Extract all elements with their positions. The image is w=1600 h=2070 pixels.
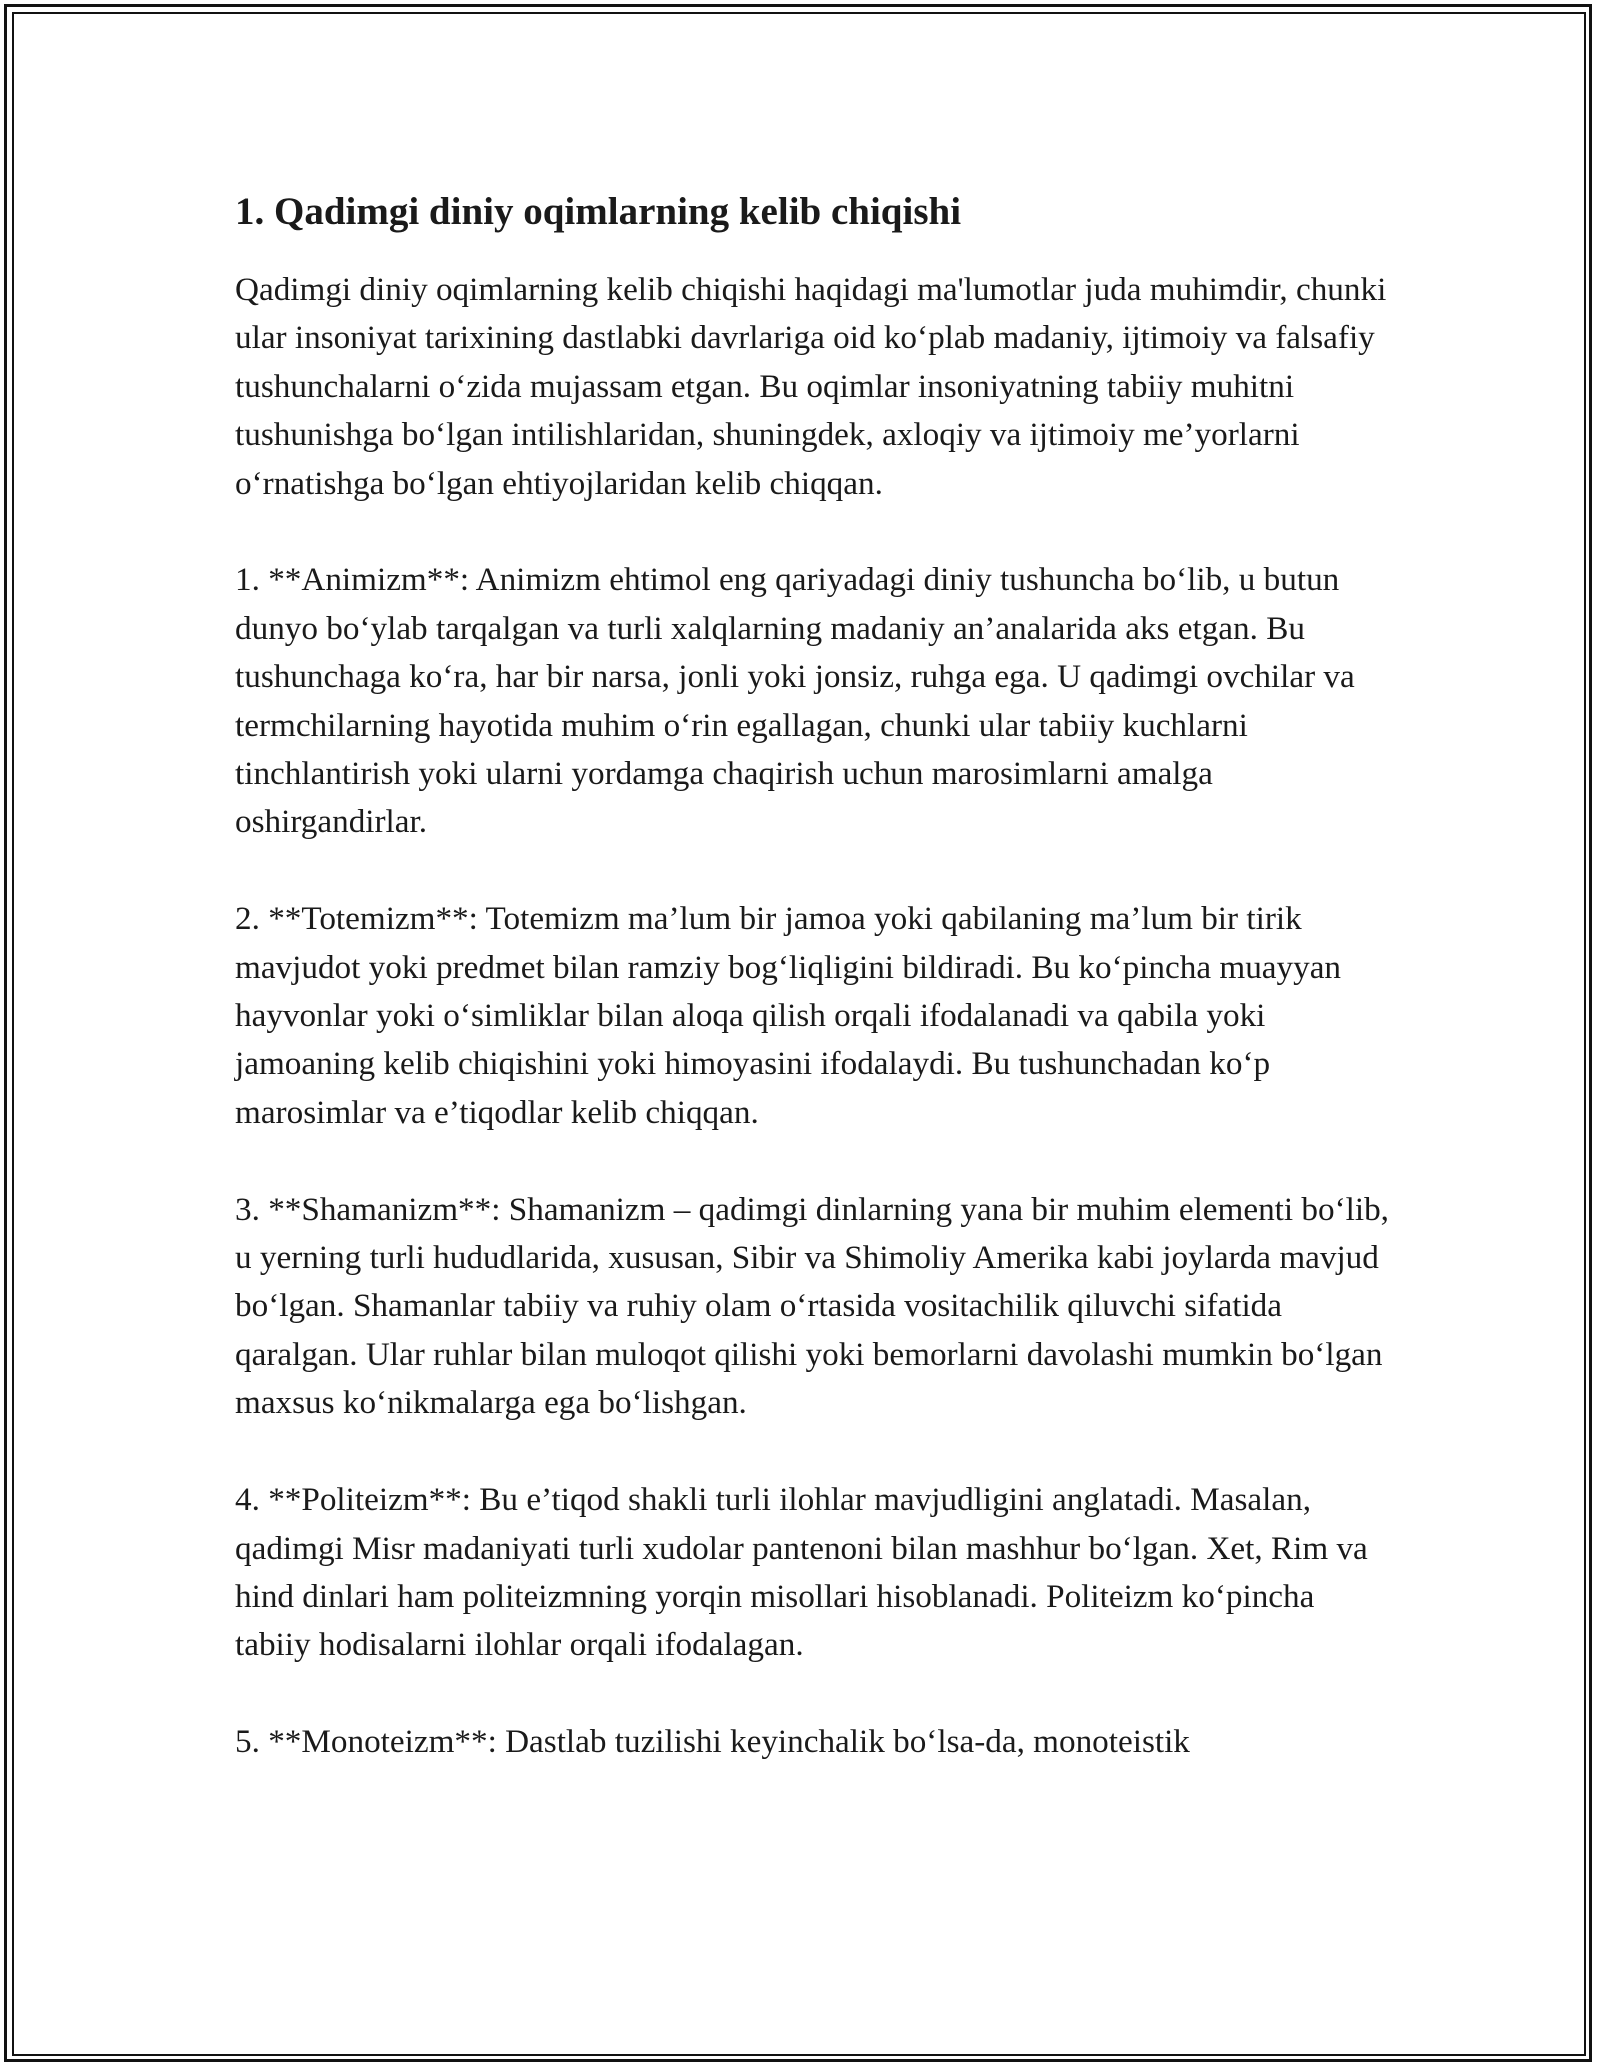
section-heading: 1. Qadimgi diniy oqimlarning kelib chiqishi bbox=[235, 190, 962, 233]
intro-paragraph: Qadimgi diniy oqimlarning kelib chiqishi haqidagi ma'lumotlar juda muhimdir, chunki ular insoniyat tarixining dastlabki davrlariga oid ko‘plab madaniy, ijtimoiy va falsafiy tushunchalarni o‘zida mujassam etgan. Bu oqimlar insoniyatning tabiiy muhitni tushunishga bo‘lgan intilishlaridan, shuningdek, axloqiy va ijtimoiy me’yorlarni o‘rnatishga bo‘lgan ehtiyojlaridan kelib chiqqan. bbox=[235, 271, 1387, 502]
shamanism-paragraph: 3. **Shamanizm**: Shamanizm – qadimgi dinlarning yana bir muhim elementi bo‘lib, u yerning turli hududlarida, xususan, Sibir va Shimoliy Amerika kabi joylarda mavjud bo‘lgan. Shamanlar tabiiy va ruhiy olam o‘rtasida vositachilik qiluvchi sifatida qaralgan. Ular ruhlar bilan muloqot qilishi yoki bemorlarni davolashi mumkin bo‘lgan maxsus ko‘nikmalarga ega bo‘lishgan. bbox=[235, 1190, 1389, 1422]
polytheism-paragraph: 4. **Politeizm**: Bu e’tiqod shakli turli ilohlar mavjudligini anglatadi. Masalan, qadimgi Misr madaniyati turli xudolar pantenoni bilan mashhur bo‘lgan. Xet, Rim va hind dinlari ham politeizmning yorqin misollari hisoblanadi. Politeizm ko‘pincha tabiiy hodisalarni ilohlar orqali ifodalagan. bbox=[235, 1481, 1368, 1664]
totemism-paragraph: 2. **Totemizm**: Totemizm ma’lum bir jamoa yoki qabilaning ma’lum bir tirik mavjudot yoki predmet bilan ramziy bog‘liqligini bildiradi. Bu ko‘pincha muayyan hayvonlar yoki o‘simliklar bilan aloqa qilish orqali ifodalanadi va qabila yoki jamoaning kelib chiqishini yoki himoyasini ifodalaydi. Bu tushunchadan ko‘p marosimlar va e’tiqodlar kelib chiqqan. bbox=[235, 900, 1342, 1131]
document-body bbox=[235, 188, 1395, 1815]
animism-paragraph: 1. **Animizm**: Animizm ehtimol eng qariyadagi diniy tushuncha bo‘lib, u butun dunyo bo‘ylab tarqalgan va turli xalqlarning madaniy an’analarida aks etgan. Bu tushunchaga ko‘ra, har bir narsa, jonli yoki jonsiz, ruhga ega. U qadimgi ovchilar va termchilarning hayotida muhim o‘rin egallagan, chunki ular tabiiy kuchlarni tinchlantirish yoki ularni yordamga chaqirish uchun marosimlarni amalga oshirgandirlar. bbox=[235, 561, 1355, 841]
monotheism-paragraph: 5. **Monoteizm**: Dastlab tuzilishi keyinchalik bo‘lsa-da, monoteistik bbox=[235, 1723, 1190, 1761]
